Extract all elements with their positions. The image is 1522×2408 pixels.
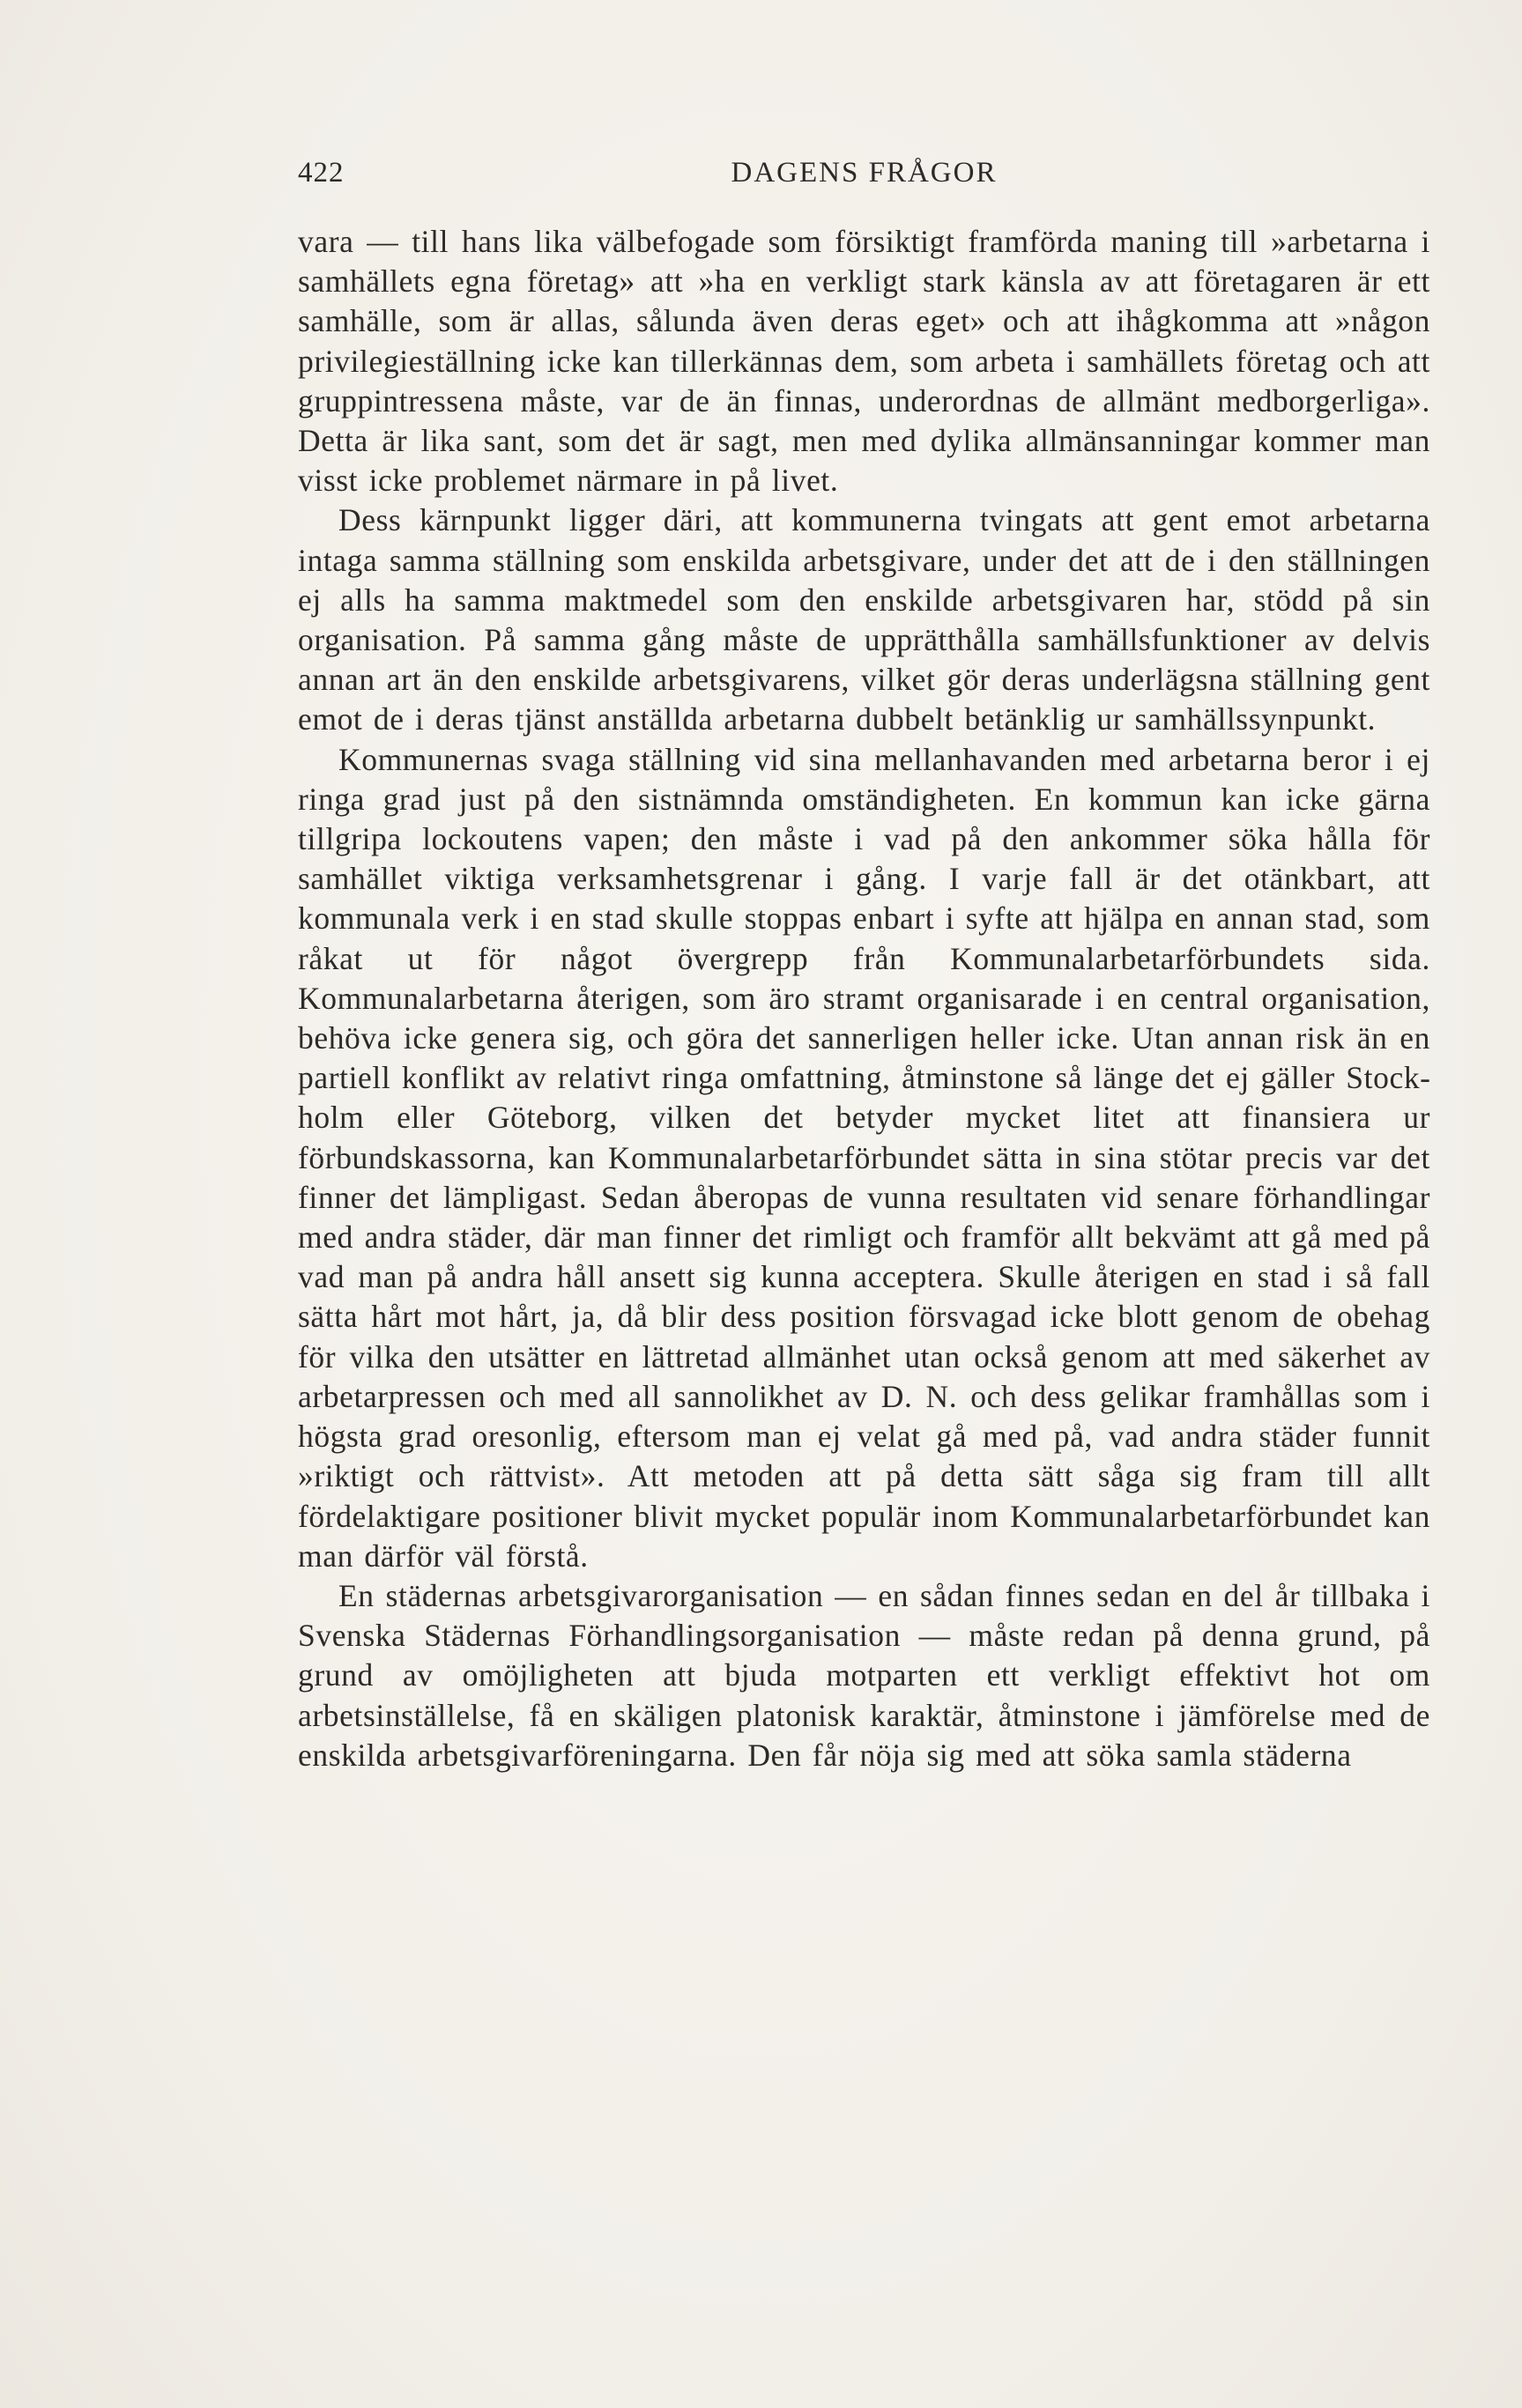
running-title: DAGENS FRÅGOR xyxy=(731,157,998,189)
page-header xyxy=(298,157,1430,201)
paragraph-2: Dess kärnpunkt ligger däri, att kommunerna tvingats att gent emot arbetarna intaga samma ställning som enskilda arbetsgivare, under det att de i den ställningen ej alls ha samma maktmedel som den enskilde arbetsgivaren har, stödd på sin organisation. På samma gång måste de upprätthålla samhällsfunktioner av delvis annan art än den enskilde arbetsgivarens, vilket gör deras underlägsna ställning gent emot de i deras tjänst anställda arbetarna dubbelt betänklig ur samhällssynpunkt. xyxy=(298,502,1430,737)
page-number: 422 xyxy=(298,157,345,189)
paragraph-4: En städernas arbetsgivarorganisation — en sådan finnes sedan en del år tillbaka i Svenska Städernas Förhandlingsorganisation — måste redan på denna grund, på grund av omöjligheten att bjuda motparten ett verkligt effektivt hot om arbetsinställelse, få en skäligen platonisk karaktär, åtminstone i jämförelse med de enskilda arbetsgivarföreningarna. Den får nöja sig med att söka samla städerna xyxy=(298,1577,1430,1773)
paragraph-1: vara — till hans lika välbefogade som försiktigt framförda maning till »arbetarna i samhällets egna företag» att »ha en verkligt stark känsla av att företagaren är ett samhälle, som är allas, sålunda även deras eget» och att ihågkomma att »någon privilegieställning icke kan tillerkännas dem, som arbeta i samhällets företag och att gruppintressena måste, var de än finnas, underordnas de allmänt medborgerliga». Detta är lika sant, som det är sagt, men med dylika allmänsanningar kommer man visst icke problemet närmare in på livet. xyxy=(298,224,1430,499)
paragraph-3: Kommunernas svaga ställning vid sina mellanhavanden med arbetarna beror i ej ringa grad just på den sistnämnda omständigheten. En kommun kan icke gärna tillgripa lockoutens vapen; den måste i vad på den ankommer söka hålla för samhället viktiga verksamhetsgrenar i gång. I varje fall är det otänkbart, att kommunala verk i en stad skulle stoppas enbart i syfte att hjälpa en annan stad, som råkat ut för något övergrepp från Kommunalarbetarförbundets sida. Kommunalarbetarna återigen, som äro stramt organisarade i en central organisation, behöva icke genera sig, och göra det sannerligen heller icke. Utan annan risk än en partiell konflikt av relativt ringa omfattning, åtminstone så länge det ej gäller Stockholm eller Göteborg, vilken det betyder mycket litet att finansiera ur förbundskassorna, kan Kommunalarbetarförbundet sätta in sina stötar precis var det finner det lämpligast. Sedan åberopas de vunna resultaten vid senare förhandlingar med andra städer, där man finner det rimligt och framför allt bekvämt att gå med på vad man på andra håll ansett sig kunna acceptera. Skulle återigen en stad i så fall sätta hårt mot hårt, ja, då blir dess position försvagad icke blott genom de obehag för vilka den utsätter en lättretad allmänhet utan också genom att med säkerhet av arbetarpressen och med all sannolikhet av D. N. och dess gelikar framhållas som i högsta grad oresonlig, eftersom man ej velat gå med på, vad andra städer funnit »riktigt och rättvist». Att metoden att på detta sätt såga sig fram till allt fördelaktigare positioner blivit mycket populär inom Kommunalarbetarförbundet kan man därför väl förstå. xyxy=(298,741,1430,1574)
body-text xyxy=(298,222,1430,1775)
